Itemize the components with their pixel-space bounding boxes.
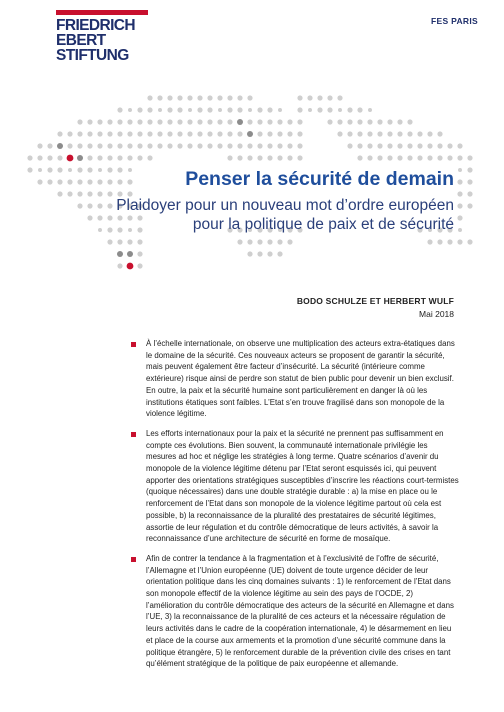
map-dot [327, 107, 332, 112]
map-dot [278, 108, 282, 112]
map-dot [357, 131, 362, 136]
map-dot [207, 95, 212, 100]
map-dot [467, 203, 472, 208]
office-label: FES PARIS [431, 16, 478, 26]
map-dot [87, 215, 92, 220]
map-dot [257, 155, 262, 160]
map-dot [267, 131, 272, 136]
map-dot [117, 119, 122, 124]
map-dot [247, 239, 252, 244]
map-dot [167, 95, 172, 100]
map-dot [67, 143, 72, 148]
map-dot [207, 119, 212, 124]
bullet-text: Afin de contrer la tendance à la fragmentation et à l’exclusivité de l’offre de sécurité, l’Allemagne et l’Union européenne (UE) doivent de toute urgence décider de leur orientation politique dans les cinq domaines suivants : 1) le renforcement de l’Etat dans son monopole effectif de la violence légitime au sein des pays de l’OCDE, 2) l’amélioration du contrôle démocratique des acteurs de la sécurité en Allemagne et dans l’UE, 3) la reconnaissance de la pluralité de ces acteurs et la nécessaire régulation de leurs activités dans le cadre de la coopération internationale, 4) le désarmement en lieu et place de la course aux armements et la promotion d’une sécurité commune dans la politique étrangère, 5) le renforcement durable de la prévention civile des crises en tant qu’élément stratégique de la politique de paix européenne et allemande. [146, 553, 454, 669]
map-dot [157, 95, 162, 100]
page-title: Penser la sécurité de demain [185, 168, 454, 190]
map-dot [188, 108, 192, 112]
map-dot [387, 119, 392, 124]
map-dot [427, 155, 432, 160]
map-dot [207, 143, 212, 148]
map-dot [187, 119, 192, 124]
map-dot [457, 179, 462, 184]
map-dot [247, 143, 252, 148]
map-dot [397, 119, 402, 124]
map-dot [27, 155, 32, 160]
map-dot [247, 95, 252, 100]
map-dot [177, 95, 182, 100]
map-dot [127, 131, 132, 136]
map-dot [357, 107, 362, 112]
map-dot [417, 131, 422, 136]
map-dot [457, 203, 462, 208]
map-dot [297, 95, 302, 100]
map-dot [77, 191, 82, 196]
map-dot [177, 131, 182, 136]
map-dot [457, 155, 462, 160]
subtitle-line-2: pour la politique de paix et de sécurité [192, 216, 454, 233]
map-dot [137, 263, 142, 268]
map-dot [357, 143, 362, 148]
map-dot [77, 203, 82, 208]
map-dot [158, 108, 162, 112]
map-dot [197, 107, 202, 112]
map-dot [67, 131, 72, 136]
map-dot [338, 108, 342, 112]
map-dot [107, 119, 112, 124]
map-dot [387, 131, 392, 136]
map-dot [237, 119, 243, 125]
map-dot [397, 143, 402, 148]
map-dot [97, 143, 102, 148]
map-dot [177, 107, 182, 112]
map-dot [98, 168, 102, 172]
map-dot [267, 107, 272, 112]
map-dot [277, 239, 282, 244]
map-dot [287, 239, 292, 244]
map-dot [277, 155, 282, 160]
map-dot [47, 179, 52, 184]
map-dot [297, 155, 302, 160]
map-dot [77, 179, 82, 184]
map-dot [68, 168, 72, 172]
map-dot [87, 131, 92, 136]
map-dot [367, 131, 372, 136]
map-dot [147, 119, 152, 124]
map-dot [248, 108, 252, 112]
map-dot [367, 155, 372, 160]
map-dot [87, 167, 92, 172]
map-dot [107, 203, 112, 208]
map-dot [107, 155, 112, 160]
map-dot [147, 131, 152, 136]
map-dot [157, 131, 162, 136]
map-dot [167, 131, 172, 136]
map-dot [117, 107, 122, 112]
map-dot [437, 143, 442, 148]
map-dot [167, 119, 172, 124]
map-dot [447, 143, 452, 148]
map-dot [257, 251, 262, 256]
map-dot [297, 131, 302, 136]
map-dot [377, 131, 382, 136]
map-dot [458, 228, 462, 232]
map-dot [427, 239, 432, 244]
map-dot [107, 143, 112, 148]
map-dot [87, 143, 92, 148]
map-dot [257, 107, 262, 112]
map-dot [368, 108, 372, 112]
map-dot [467, 191, 472, 196]
map-dot [67, 191, 72, 196]
map-dot [347, 119, 352, 124]
logo-line-1: FRIEDRICH [56, 17, 135, 34]
map-dot [267, 155, 272, 160]
map-dot [227, 143, 232, 148]
map-dot [187, 143, 192, 148]
map-dot [137, 131, 142, 136]
map-dot [458, 168, 462, 172]
page-subtitle [116, 196, 454, 234]
map-dot [267, 119, 272, 124]
logo-line-3: STIFTUNG [56, 47, 129, 64]
red-square-bullet-icon [131, 342, 136, 347]
map-dot [347, 107, 352, 112]
map-dot [167, 107, 172, 112]
bullet-item [130, 338, 460, 420]
map-dot [117, 251, 123, 257]
map-dot [57, 143, 63, 149]
fes-logo [56, 10, 148, 63]
map-dot [137, 155, 142, 160]
map-dot [297, 107, 302, 112]
map-dot [217, 131, 222, 136]
map-dot [437, 239, 442, 244]
map-dot [57, 155, 62, 160]
map-dot [137, 239, 142, 244]
map-dot [267, 251, 272, 256]
map-dot [107, 191, 112, 196]
map-dot [227, 107, 232, 112]
map-dot [247, 131, 253, 137]
map-dot [117, 155, 122, 160]
map-dot [257, 119, 262, 124]
map-dot [77, 119, 82, 124]
map-dot [47, 155, 52, 160]
map-dot [447, 239, 452, 244]
map-dot [137, 251, 142, 256]
map-dot [37, 179, 42, 184]
map-dot [337, 131, 342, 136]
map-dot [377, 155, 382, 160]
map-dot [207, 107, 212, 112]
map-dot [397, 155, 402, 160]
map-dot [128, 108, 132, 112]
map-dot [87, 155, 92, 160]
map-dot [457, 239, 462, 244]
map-dot [277, 119, 282, 124]
map-dot [277, 251, 282, 256]
map-dot [327, 119, 332, 124]
bullet-text: À l’échelle internationale, on observe une multiplication des acteurs extra-étatiques dans le domaine de la sécurité. Ces nouveaux acteurs se proposent de garantir la sécurité, mais peuvent également être facteur d’insécurité. La sécurité (intérieure comme extérieure) risque ainsi de perdre son statut de bien public pour devenir un bien exclusif. En outre, la paix et la sécurité humaine sont particulièrement en danger là où les institutions étatiques sont faibles. L’Etat s’en trouve fragilisé dans son monopole de la violence légitime. [146, 339, 455, 419]
map-dot [367, 143, 372, 148]
map-dot [347, 131, 352, 136]
map-dot [77, 167, 82, 172]
map-dot [357, 119, 362, 124]
map-dot [277, 143, 282, 148]
map-dot-red [67, 155, 74, 162]
map-dot [127, 239, 132, 244]
map-dot [287, 131, 292, 136]
map-dot [237, 107, 242, 112]
map-dot [347, 143, 352, 148]
map-dot [387, 155, 392, 160]
red-square-bullet-icon [131, 557, 136, 562]
map-dot [297, 143, 302, 148]
map-dot [147, 107, 152, 112]
map-dot [107, 239, 112, 244]
map-dot [157, 119, 162, 124]
map-dot [117, 263, 122, 268]
map-dot [427, 131, 432, 136]
map-dot [397, 131, 402, 136]
map-dot-red [127, 263, 134, 270]
map-dot [137, 119, 142, 124]
map-dot [287, 155, 292, 160]
map-dot [167, 143, 172, 148]
map-dot [237, 95, 242, 100]
map-dot [217, 95, 222, 100]
map-dot [37, 155, 42, 160]
map-dot [117, 131, 122, 136]
map-dot [117, 179, 122, 184]
map-dot [417, 155, 422, 160]
map-dot [467, 239, 472, 244]
map-dot [367, 119, 372, 124]
map-dot [77, 131, 82, 136]
map-dot [407, 119, 412, 124]
summary-bullets [130, 338, 460, 678]
map-dot [97, 155, 102, 160]
map-dot [107, 227, 112, 232]
map-dot [377, 143, 382, 148]
map-dot [87, 191, 92, 196]
map-dot [277, 131, 282, 136]
map-dot [257, 239, 262, 244]
map-dot [337, 119, 342, 124]
map-dot [287, 119, 292, 124]
map-dot [87, 119, 92, 124]
map-dot [127, 143, 132, 148]
map-dot [47, 143, 52, 148]
subtitle-line-1: Plaidoyer pour un nouveau mot d’ordre européen [116, 197, 454, 214]
map-dot [177, 119, 182, 124]
map-dot [357, 155, 362, 160]
map-dot [67, 179, 72, 184]
map-dot [467, 179, 472, 184]
map-dot [77, 155, 83, 161]
map-dot [227, 95, 232, 100]
map-dot [287, 143, 292, 148]
map-dot [467, 167, 472, 172]
map-dot [97, 179, 102, 184]
map-dot [217, 143, 222, 148]
map-dot [447, 155, 452, 160]
map-dot [467, 155, 472, 160]
map-dot [457, 191, 462, 196]
map-dot [127, 251, 133, 257]
map-dot [257, 131, 262, 136]
bullet-item [130, 553, 460, 670]
map-dot [407, 143, 412, 148]
map-dot [437, 155, 442, 160]
map-dot [197, 131, 202, 136]
map-dot [457, 215, 462, 220]
map-dot [97, 203, 102, 208]
publication-date: Mai 2018 [419, 309, 454, 319]
map-dot [127, 179, 132, 184]
map-dot [227, 119, 232, 124]
map-dot [437, 131, 442, 136]
map-dot [177, 143, 182, 148]
map-dot [107, 179, 112, 184]
map-dot [407, 155, 412, 160]
map-dot [57, 167, 62, 172]
map-dot [237, 143, 242, 148]
map-dot [98, 228, 102, 232]
map-dot [127, 119, 132, 124]
map-dot [137, 143, 142, 148]
map-dot [257, 143, 262, 148]
map-dot [157, 143, 162, 148]
authors: BODO SCHULZE ET HERBERT WULF [296, 296, 454, 306]
map-dot [187, 131, 192, 136]
map-dot [417, 143, 422, 148]
map-dot [237, 155, 242, 160]
map-dot [47, 167, 52, 172]
map-dot [197, 143, 202, 148]
map-dot [57, 131, 62, 136]
map-dot [97, 191, 102, 196]
bullet-text: Les efforts internationaux pour la paix et la sécurité ne prennent pas suffisamment en compte ces évolutions. Bien souvent, la communauté internationale privilégie les mesures ad hoc et néglige les stratégies à long terme. Quatre scénarios d’avenir du monopole de la violence légitime détenu par l’Etat seront esquissés ici, qui peuvent apporter des orientations stratégiques susceptibles d’inscrire les réactions court-termistes (quoique nécessaires) dans une double stratégie durable : a) la mise en place ou le renforcement de l’Etat dans son monopole de la violence légitime partout où cela est possible, b) la reconnaissance de la pluralité des prestataires de sécurité légitimes, assortie de leur régulation et du contrôle démocratique de leurs activités, à savoir la reconnaissance d’une architecture de sécurité en forme de mosaïque. [146, 428, 459, 544]
map-dot [27, 167, 32, 172]
map-dot [317, 95, 322, 100]
bullet-item [130, 428, 460, 545]
map-dot [107, 167, 112, 172]
map-dot [247, 251, 252, 256]
logo-red-bar [56, 10, 148, 15]
map-dot [87, 203, 92, 208]
map-dot [117, 167, 122, 172]
map-dot [117, 239, 122, 244]
map-dot [197, 95, 202, 100]
map-dot [457, 143, 462, 148]
map-dot [97, 119, 102, 124]
map-dot [427, 143, 432, 148]
map-dot [267, 239, 272, 244]
map-dot [137, 107, 142, 112]
map-dot [327, 95, 332, 100]
map-dot [97, 131, 102, 136]
map-dot [128, 168, 132, 172]
map-dot [117, 143, 122, 148]
map-dot [87, 179, 92, 184]
map-dot [147, 155, 152, 160]
map-dot [97, 215, 102, 220]
map-dot [308, 108, 312, 112]
map-dot [377, 119, 382, 124]
map-dot [317, 107, 322, 112]
map-dot [247, 155, 252, 160]
map-dot [227, 155, 232, 160]
map-dot [127, 155, 132, 160]
map-dot [57, 179, 62, 184]
map-dot [187, 95, 192, 100]
map-dot [407, 131, 412, 136]
map-dot [107, 215, 112, 220]
map-dot [217, 119, 222, 124]
map-dot [147, 95, 152, 100]
map-dot [197, 119, 202, 124]
map-dot [297, 119, 302, 124]
logo-line-2: EBERT [56, 32, 106, 49]
map-dot [38, 168, 42, 172]
map-dot [267, 143, 272, 148]
map-dot [37, 143, 42, 148]
map-dot [247, 119, 252, 124]
map-dot [77, 143, 82, 148]
map-dot [207, 131, 212, 136]
map-dot [307, 95, 312, 100]
map-dot [337, 95, 342, 100]
map-dot [237, 131, 242, 136]
map-dot [218, 108, 222, 112]
map-dot [387, 143, 392, 148]
map-dot [227, 131, 232, 136]
map-dot [147, 143, 152, 148]
map-dot [237, 239, 242, 244]
map-dot [107, 131, 112, 136]
map-dot [57, 191, 62, 196]
red-square-bullet-icon [131, 432, 136, 437]
